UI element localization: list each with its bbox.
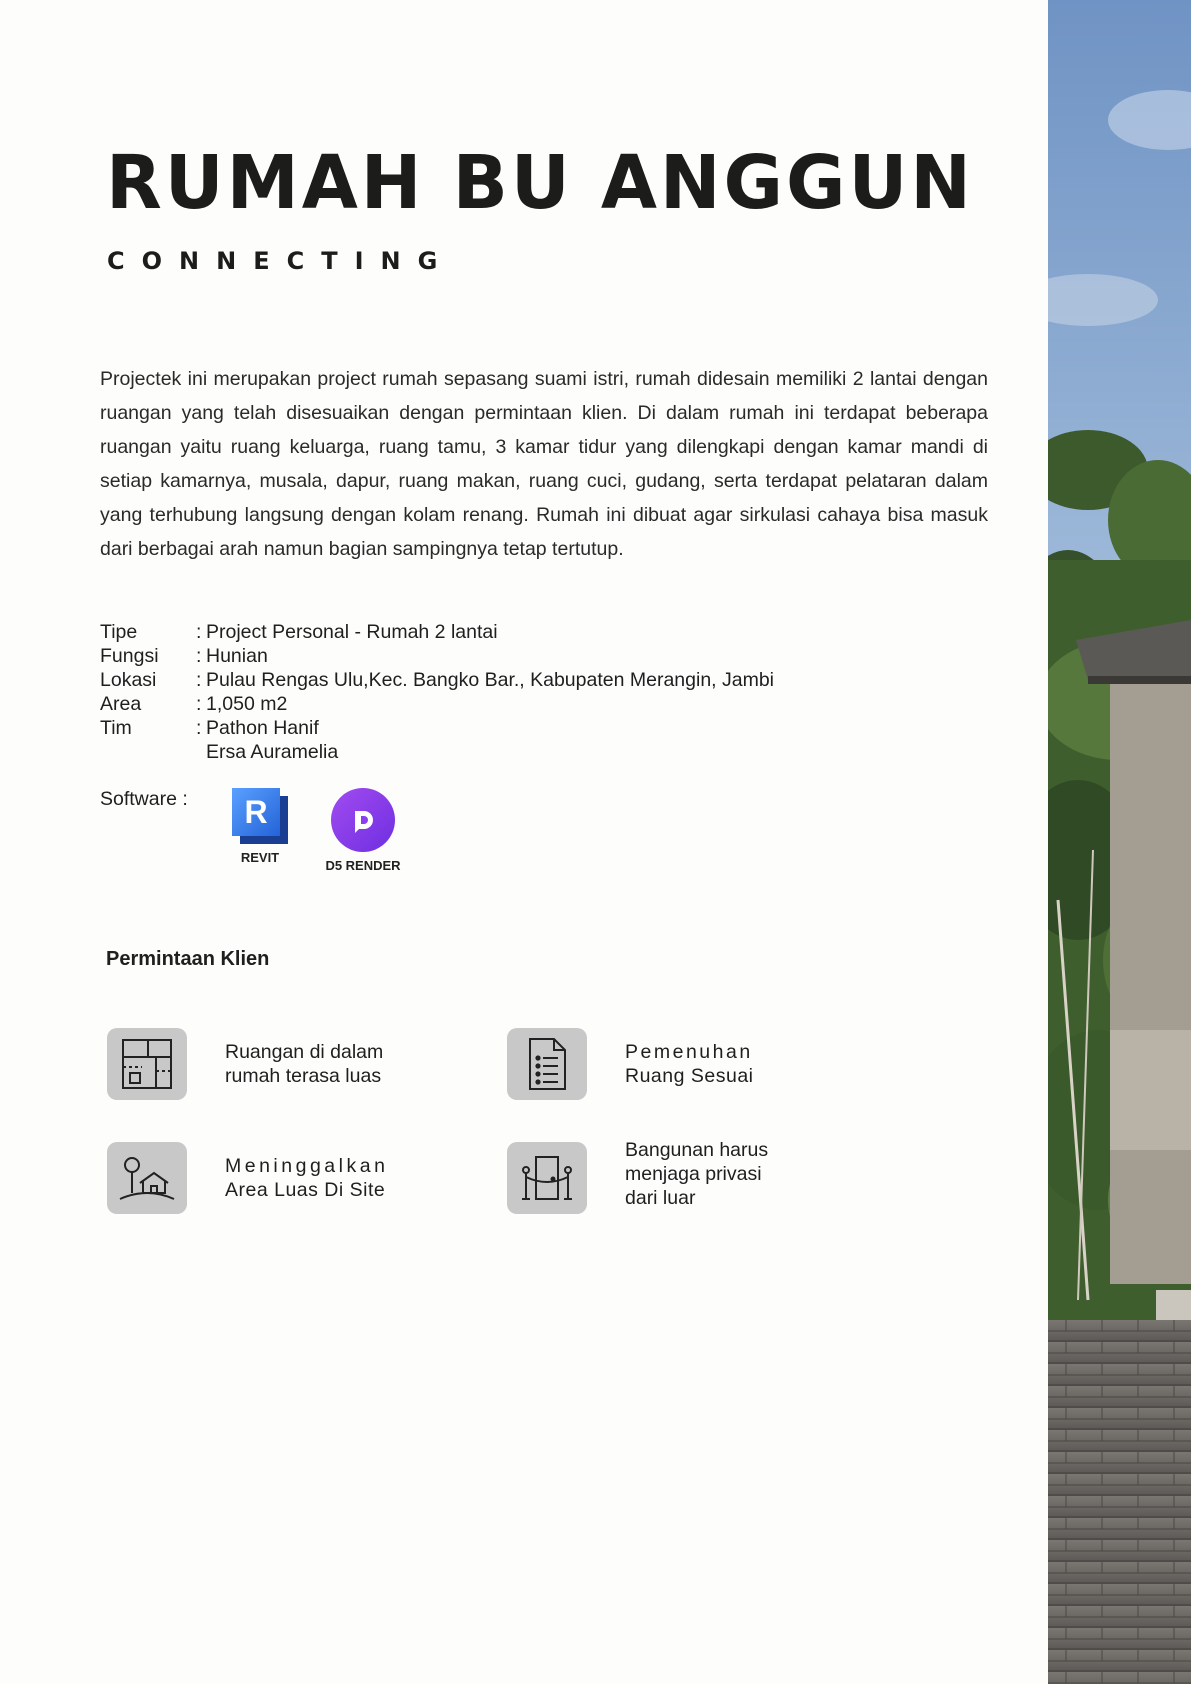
house-render-photo xyxy=(1048,0,1191,1684)
spec-value: Project Personal - Rumah 2 lantai xyxy=(206,621,498,643)
spec-separator: : xyxy=(196,669,202,691)
spec-row-tim xyxy=(100,716,774,740)
spec-key xyxy=(100,740,196,764)
requirement-line: menjaga privasi xyxy=(625,1163,762,1185)
software-name: D5 RENDER xyxy=(325,858,401,873)
page-title: RUMAH BU ANGGUN xyxy=(106,140,974,226)
requirement-item xyxy=(507,1028,754,1100)
spec-key: Tim xyxy=(100,717,132,739)
revit-logo-letter: R xyxy=(232,788,280,836)
spec-row-lokasi xyxy=(100,668,774,692)
requirement-text xyxy=(625,1040,754,1088)
requirement-text xyxy=(225,1040,383,1088)
spec-separator: : xyxy=(196,621,202,643)
spec-row-tipe xyxy=(100,620,774,644)
floor-plan-icon xyxy=(107,1028,187,1100)
house-with-tree-icon xyxy=(107,1142,187,1214)
d5-render-logo-icon xyxy=(331,788,395,852)
requirement-item xyxy=(507,1139,769,1214)
project-description: Projectek ini merupakan project rumah sepasang suami istri, rumah didesain memiliki 2 lantai dengan ruangan yang telah disesuaikan dengan permintaan klien. Di dalam rumah ini terdapat beberapa ruangan yaitu ruang keluarga, ruang tamu, 3 kamar tidur yang dilengkapi dengan kamar mandi di setiap kamarnya, musala, dapur, ruang makan, ruang cuci, gudang, serta terdapat pelataran dalam yang terhubung langsung dengan kolam renang. Rumah ini dibuat agar sirkulasi cahaya bisa masuk dari berbagai arah namun bagian sampingnya tetap tertutup. xyxy=(100,368,988,560)
spec-row-fungsi xyxy=(100,644,774,668)
spec-row-tim-continued xyxy=(100,740,774,764)
requirement-line: dari luar xyxy=(625,1187,696,1209)
requirement-text xyxy=(625,1138,768,1210)
spec-key: Fungsi xyxy=(100,645,159,667)
spec-key: Lokasi xyxy=(100,669,157,691)
software-label: Software : xyxy=(100,788,188,810)
software-d5-render xyxy=(308,788,418,873)
requirement-line: Pemenuhan xyxy=(625,1041,753,1063)
spec-key: Area xyxy=(100,693,142,715)
software-revit xyxy=(205,788,315,865)
revit-logo-icon xyxy=(232,788,288,844)
requirement-line: rumah terasa luas xyxy=(225,1065,382,1087)
spec-value: Ersa Auramelia xyxy=(206,741,339,763)
spec-value: Hunian xyxy=(206,645,268,667)
spec-key: Tipe xyxy=(100,621,138,643)
spec-separator: : xyxy=(196,717,202,739)
software-name: REVIT xyxy=(240,850,280,865)
spec-value: 1,050 m2 xyxy=(206,693,288,715)
spec-separator-blank xyxy=(196,740,206,764)
spec-separator: : xyxy=(196,645,202,667)
requirement-line: Meninggalkan xyxy=(225,1155,389,1177)
page-subtitle: CONNECTING xyxy=(107,247,455,275)
spec-value: Pathon Hanif xyxy=(206,717,319,739)
project-specs xyxy=(100,620,774,764)
spec-separator: : xyxy=(196,693,202,715)
checklist-document-icon xyxy=(507,1028,587,1100)
requirement-item xyxy=(107,1028,383,1100)
requirement-item xyxy=(107,1142,388,1214)
spec-value: Pulau Rengas Ulu,Kec. Bangko Bar., Kabupaten Merangin, Jambi xyxy=(206,669,775,691)
requirement-text xyxy=(225,1154,388,1202)
spec-row-area xyxy=(100,692,774,716)
requirement-line: Ruang Sesuai xyxy=(625,1065,754,1087)
requirement-line: Ruangan di dalam xyxy=(225,1041,384,1063)
requirement-line: Area Luas Di Site xyxy=(225,1179,386,1201)
door-barrier-icon xyxy=(507,1142,587,1214)
requirement-line: Bangunan harus xyxy=(625,1139,769,1161)
requirements-title: Permintaan Klien xyxy=(106,948,270,970)
